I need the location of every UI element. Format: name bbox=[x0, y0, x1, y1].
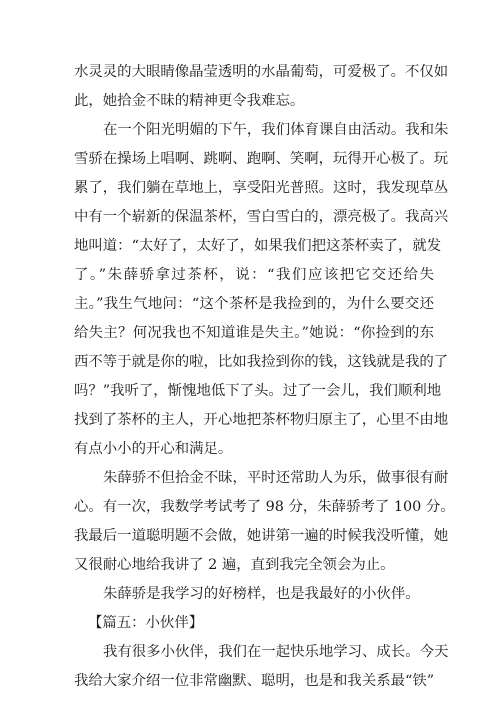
text-line: 又很耐心地给我讲了 2 遍，直到我完全领会为止。 bbox=[74, 557, 395, 573]
paragraph-start-line: 我有很多小伙伴，我们在一起快乐地学习、成长。今天 bbox=[103, 644, 449, 660]
text-line: 此，她拾金不昧的精神更令我难忘。 bbox=[74, 93, 305, 109]
paragraph-start-line: 在一个阳光明媚的下午，我们体育课自由活动。我和朱 bbox=[103, 122, 449, 138]
section-heading: 【篇五：小伙伴】 bbox=[88, 615, 204, 631]
text-line: 心。有一次，我数学考试考了 98 分，朱薛骄考了 100 分。 bbox=[74, 499, 455, 515]
text-line: 我给大家介绍一位非常幽默、聪明，也是和我关系最“铁” bbox=[74, 673, 435, 689]
text-line: 了。”朱薛骄拿过茶杯，说：“我们应该把它交还给失 bbox=[74, 267, 434, 283]
text-line: 给失主？何况我也不知道谁是失主。”她说：“你捡到的东 bbox=[74, 325, 434, 341]
text-line: 找到了茶杯的主人，开心地把茶杯物归原主了，心里不由地 bbox=[74, 412, 449, 428]
paragraph-start-line: 朱薛骄是我学习的好榜样，也是我最好的小伙伴。 bbox=[103, 586, 420, 602]
text-line: 有点小小的开心和满足。 bbox=[74, 441, 233, 457]
text-line: 主。”我生气地问：“这个茶杯是我捡到的，为什么要交还 bbox=[74, 296, 434, 312]
text-line: 吗？”我听了，惭愧地低下了头。过了一会儿，我们顺利地 bbox=[74, 383, 442, 399]
text-line: 我最后一道聪明题不会做，她讲第一遍的时候我没听懂，她 bbox=[74, 528, 449, 544]
text-line: 地叫道：“太好了，太好了，如果我们把这茶杯卖了，就发 bbox=[74, 238, 442, 254]
text-line: 西不等于就是你的啦，比如我捡到你的钱，这钱就是我的了 bbox=[74, 354, 449, 370]
text-line: 中有一个崭新的保温茶杯，雪白雪白的，漂亮极了。我高兴 bbox=[74, 209, 449, 225]
text-line: 累了，我们躺在草地上，享受阳光普照。这时，我发现草丛 bbox=[74, 180, 449, 196]
text-line: 水灵灵的大眼睛像晶莹透明的水晶葡萄，可爱极了。不仅如 bbox=[74, 64, 449, 80]
paragraph-start-line: 朱薛骄不但拾金不昧，平时还常助人为乐，做事很有耐 bbox=[103, 470, 449, 486]
text-line: 雪骄在操场上唱啊、跳啊、跑啊、笑啊，玩得开心极了。玩 bbox=[74, 151, 449, 167]
